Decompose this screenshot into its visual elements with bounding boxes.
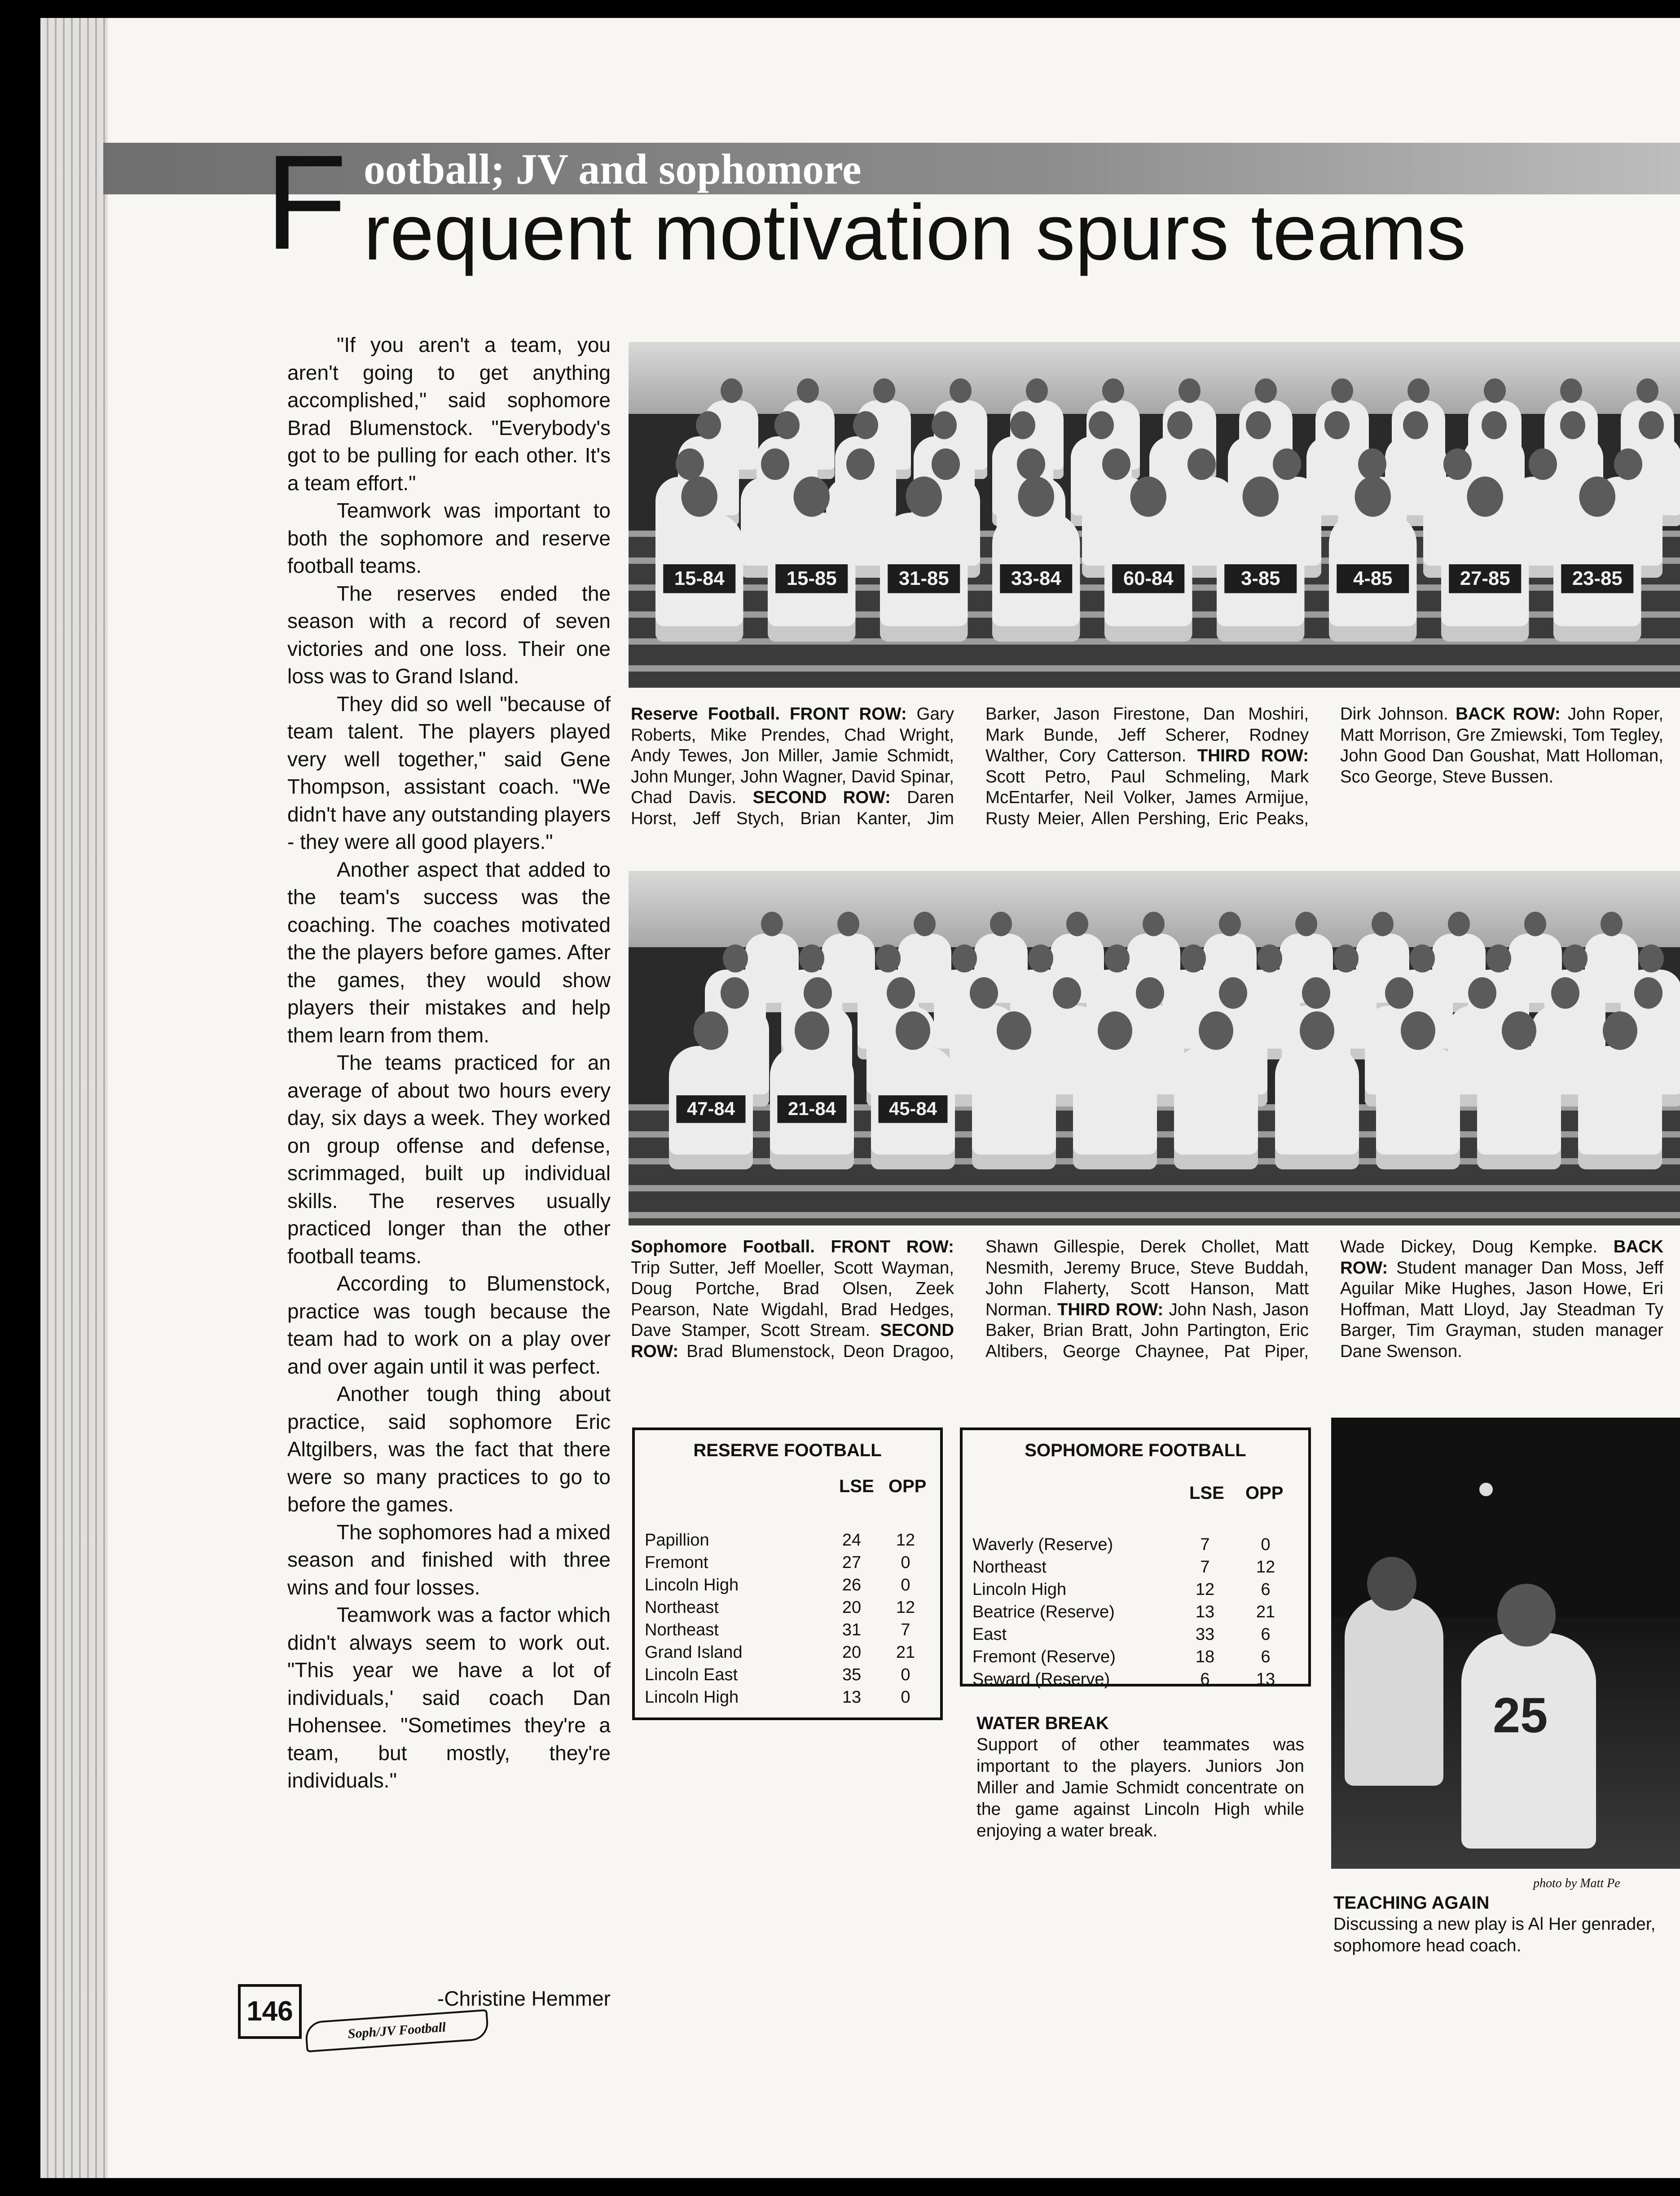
table-cell-opp: 21	[1256, 1603, 1275, 1621]
table-cell-opp: 0	[901, 1688, 910, 1707]
table-cell-lse: 27	[842, 1553, 862, 1572]
table-row	[635, 1619, 940, 1641]
caption-names: Scott Petro, Paul Schmeling, Mark McEntarfer, Neil Volker, James Armijue, Rusty Meier, Allen Pershing, Eric Peaks, Dirk Johnson.	[985, 704, 1456, 828]
player-head	[846, 448, 875, 480]
player-head	[723, 944, 748, 972]
caption-names: Trip Sutter, Jeff Moeller, Scott Wayman, Doug Portche, Brad Olsen, Zeek Pearson, Nate Wigdahl, Brad Hedges, Dave Stamper, Scott Stream.	[631, 1258, 954, 1340]
table-row	[635, 1686, 940, 1708]
story-paragraph: "If you aren't a team, you aren't going to get anything accomplished," said sophomore Brad Blumenstock. "Everybody's got to be pulling for each other. It's a team effort."	[287, 333, 611, 495]
player-head	[795, 1011, 829, 1050]
table-cell-opp: 13	[1256, 1670, 1275, 1689]
player-head	[1104, 944, 1130, 972]
caption-row-label: SECOND ROW:	[631, 1321, 954, 1361]
player-head	[950, 378, 972, 403]
table-cell-team: Papillion	[645, 1531, 709, 1550]
player-head	[1601, 912, 1623, 936]
player-head	[1010, 411, 1035, 439]
story-paragraph: The teams practiced for an average of about two hours every day, six days a week. They worked on group offense and defense, scrimmaged, built up individual skills. The reserves usually practiced longer than the other football teams.	[287, 1051, 611, 1268]
player-figure	[972, 1046, 1056, 1169]
teaching-again-heading: TEACHING AGAIN	[1333, 1893, 1490, 1913]
player-head	[1529, 448, 1557, 480]
caption-names: Gary Roberts, Mike Prendes, Chad Wright, Andy Tewes, Jon Miller, Jamie Schmidt, John Munger, John Wagner, David Spinar, Chad Davis.	[631, 704, 954, 807]
player-figure	[1553, 513, 1641, 642]
sophomore-col-opp: OPP	[1245, 1483, 1284, 1503]
player-head	[676, 448, 704, 480]
player-head	[1358, 448, 1386, 480]
reserve-team-photo	[629, 342, 1680, 688]
player-head	[721, 977, 749, 1009]
jersey-number: 27-85	[1449, 564, 1521, 593]
table-cell-lse: 13	[1195, 1603, 1215, 1621]
table-cell-team: Northeast	[645, 1598, 719, 1617]
table-row	[963, 1623, 1308, 1646]
caption-row-label: BACK ROW:	[1456, 704, 1561, 724]
player-head	[1181, 944, 1206, 972]
table-cell-opp: 6	[1261, 1647, 1271, 1666]
player-head	[1502, 1011, 1536, 1050]
table-cell-opp: 6	[1261, 1580, 1271, 1599]
page-headline: requent motivation spurs teams	[364, 189, 1466, 277]
caption-row-label: SECOND ROW:	[752, 788, 891, 807]
table-cell-opp: 21	[896, 1643, 915, 1662]
player-head	[1355, 477, 1391, 517]
player-head	[696, 411, 721, 439]
byline: -Christine Hemmer	[437, 1987, 611, 2010]
player-head	[1551, 977, 1579, 1009]
player-head	[1639, 411, 1664, 439]
jersey-number: 23-85	[1561, 564, 1633, 593]
player-figure	[1174, 1046, 1258, 1169]
water-break-text: Support of other teammates was important to the players. Juniors Jon Miller and Jamie Schmidt concentrate on the game against Lincoln High while enjoying a water break.	[976, 1735, 1304, 1840]
player-head	[1401, 1011, 1435, 1050]
player-figure	[1477, 1046, 1561, 1169]
water-break-caption	[976, 1713, 1304, 1842]
caption-names: John Nash, Jason Baker, Brian Bratt, John Partington, Eric Altibers, George Chaynee, Pat Piper, Wade Dickey, Doug Kempke.	[985, 1237, 1614, 1361]
table-cell-lse: 20	[842, 1598, 862, 1617]
player-head	[1603, 1011, 1637, 1050]
table-row	[963, 1578, 1308, 1601]
caption-row-label: Reserve Football. FRONT ROW:	[631, 704, 907, 724]
table-row	[963, 1646, 1308, 1668]
player-head	[1017, 448, 1045, 480]
player-head	[896, 1011, 930, 1050]
table-cell-team: Seward (Reserve)	[972, 1670, 1110, 1689]
player-figure	[1329, 513, 1417, 642]
player-head	[1560, 411, 1585, 439]
sophomore-results-table	[960, 1427, 1311, 1687]
table-cell-lse: 35	[842, 1665, 862, 1684]
player-head	[914, 912, 936, 936]
player-head	[1639, 944, 1664, 972]
player-head	[1482, 411, 1507, 439]
player-figure	[655, 513, 743, 642]
player-head	[774, 411, 800, 439]
player-head	[694, 1011, 728, 1050]
player-head	[1331, 378, 1353, 403]
table-cell-team: Beatrice (Reserve)	[972, 1603, 1115, 1621]
player-head	[1028, 944, 1053, 972]
table-cell-opp: 0	[901, 1576, 910, 1594]
table-cell-team: Fremont (Reserve)	[972, 1647, 1116, 1666]
jersey-number: 21-84	[778, 1095, 847, 1123]
reserve-photo-caption	[631, 704, 1663, 870]
table-row	[963, 1556, 1308, 1578]
table-cell-lse: 18	[1195, 1647, 1215, 1666]
player-figure	[1073, 1046, 1157, 1169]
player-head	[1560, 378, 1582, 403]
drop-cap: F	[265, 127, 347, 277]
caption-row-label: THIRD ROW:	[1197, 746, 1309, 765]
table-cell-team: Lincoln High	[645, 1576, 739, 1594]
player-head	[761, 912, 783, 936]
table-row	[635, 1574, 940, 1596]
jersey-number: 15-84	[663, 564, 735, 593]
story-paragraph: Teamwork was important to both the sophomore and reserve football teams.	[287, 499, 611, 577]
player-head	[1403, 411, 1428, 439]
player-figure	[880, 513, 968, 642]
player-head	[997, 1011, 1031, 1050]
teaching-again-caption	[1333, 1892, 1666, 1957]
player-head	[1385, 977, 1413, 1009]
table-cell-team: Grand Island	[645, 1643, 743, 1662]
player-head	[1324, 411, 1350, 439]
player-head	[1634, 977, 1662, 1009]
table-cell-opp: 12	[1256, 1558, 1275, 1577]
player-head	[1407, 378, 1429, 403]
player-head	[1524, 912, 1546, 936]
player-head	[1066, 912, 1088, 936]
page-number: 146	[238, 1984, 302, 2039]
section-ribbon: Soph/JV Football	[304, 2009, 489, 2052]
reserve-results-table	[632, 1427, 943, 1720]
table-cell-team: Waverly (Reserve)	[972, 1535, 1113, 1554]
player-head	[1102, 448, 1130, 480]
player-head	[873, 378, 895, 403]
player-figure	[770, 1046, 854, 1169]
jersey-number: 4-85	[1337, 564, 1409, 593]
story-paragraph: Teamwork was a factor which didn't always seem to work out. "This year we have a lot of individuals,' said coach Dan Hohensee. "Sometimes they're a team, but mostly, they're individuals."	[287, 1603, 611, 1792]
table-row	[635, 1641, 940, 1664]
table-cell-team: Lincoln East	[645, 1665, 738, 1684]
table-cell-lse: 33	[1195, 1625, 1215, 1644]
player-head	[1636, 378, 1658, 403]
player-head	[1246, 411, 1271, 439]
jersey-number: 60-84	[1112, 564, 1184, 593]
player-head	[1579, 477, 1616, 517]
player-head	[1089, 411, 1114, 439]
player-head	[804, 977, 832, 1009]
player-head	[1053, 977, 1081, 1009]
table-cell-opp: 0	[901, 1665, 910, 1684]
player-head	[1167, 411, 1192, 439]
player-head	[682, 477, 718, 517]
table-row	[635, 1551, 940, 1574]
player-head	[1562, 944, 1588, 972]
player-head	[1243, 477, 1279, 517]
jersey-number: 45-84	[879, 1095, 948, 1123]
table-cell-lse: 7	[1200, 1535, 1210, 1554]
sophomore-table-title: SOPHOMORE FOOTBALL	[1025, 1441, 1246, 1460]
player-head	[1102, 378, 1124, 403]
table-cell-team: Northeast	[645, 1621, 719, 1639]
teaching-again-text: Discussing a new play is Al Her genrader, sophomore head coach.	[1333, 1915, 1656, 1955]
player-head	[1333, 944, 1359, 972]
table-row	[635, 1529, 940, 1551]
player-head	[1614, 448, 1642, 480]
story-paragraph: The reserves ended the season with a record of seven victories and one loss. Their one loss was to Grand Island.	[287, 581, 611, 688]
player-figure	[1441, 513, 1529, 642]
player-head	[1219, 977, 1247, 1009]
player-head	[1098, 1011, 1132, 1050]
player-head	[990, 912, 1012, 936]
reserve-col-opp: OPP	[888, 1476, 927, 1496]
player-head	[1467, 477, 1504, 517]
table-cell-opp: 0	[901, 1553, 910, 1572]
water-break-heading: WATER BREAK	[976, 1713, 1109, 1733]
player-head	[1219, 912, 1241, 936]
jersey-number: 33-84	[1000, 564, 1072, 593]
story-paragraph: Another tough thing about practice, said sophomore Eric Altgilbers, was the fact that there were so many practices to go to before the games.	[287, 1382, 611, 1516]
player-head	[1018, 477, 1055, 517]
caption-names: Student manager Dan Moss, Jeff Aguilar Mike Hughes, Jason Howe, Eri Hoffman, Matt Lloyd, Jay Steadman Ty Barger, Tim Grayman, studen manager Dane Swenson.	[1340, 1258, 1663, 1361]
table-cell-opp: 0	[1261, 1535, 1271, 1554]
table-cell-lse: 13	[842, 1688, 862, 1707]
player-head	[837, 912, 859, 936]
table-cell-team: East	[972, 1625, 1007, 1644]
jersey-number: 3-85	[1224, 564, 1297, 593]
player-head	[1199, 1011, 1233, 1050]
table-cell-lse: 7	[1200, 1558, 1210, 1577]
player-head	[1486, 944, 1511, 972]
table-cell-lse: 24	[842, 1531, 862, 1550]
player-head	[1372, 912, 1394, 936]
table-row	[963, 1533, 1308, 1556]
caption-names: Daren Horst, Jeff Stych, Brian Kanter, Jim Barker, Jason Firestone, Dan Moshiri, Mark Bunde, Jeff Scherer, Rodney Walther, Cory Catterson.	[631, 704, 1309, 828]
player-head	[1026, 378, 1048, 403]
table-cell-team: Northeast	[972, 1558, 1047, 1577]
player-figure	[1104, 513, 1192, 642]
player-head	[1410, 944, 1435, 972]
story-paragraph: Another aspect that added to the team's success was the coaching. The coaches motivated the the players before games. After the games, they would show players their mistakes and help them learn from them.	[287, 857, 611, 1047]
player-head	[721, 378, 743, 403]
story-body	[287, 331, 611, 1795]
player-head	[1300, 1011, 1334, 1050]
player-figure	[992, 513, 1080, 642]
player-figure	[1217, 513, 1305, 642]
player-head	[1257, 944, 1282, 972]
player-head	[761, 448, 789, 480]
table-cell-opp: 7	[901, 1621, 910, 1639]
photo-credit: photo by Matt Pe	[1533, 1876, 1620, 1890]
table-cell-team: Lincoln High	[645, 1688, 739, 1707]
player-head	[932, 448, 960, 480]
player-head	[887, 977, 915, 1009]
player-head	[1468, 977, 1496, 1009]
caption-names: Brad Blumenstock, Deon Dragoo, Shawn Gillespie, Derek Chollet, Matt Nesmith, Jeremy Bruce, Steve Buddah, John Flaherty, Scott Hanson, Matt Norman.	[678, 1237, 1309, 1361]
table-cell-lse: 12	[1195, 1580, 1215, 1599]
player-head	[1136, 977, 1164, 1009]
player-head	[1130, 477, 1167, 517]
player-head	[932, 411, 957, 439]
jersey-number: 31-85	[888, 564, 960, 593]
story-paragraph: According to Blumenstock, practice was tough because the team had to work on a play over and over again until it was perfect.	[287, 1272, 611, 1378]
player-head	[1179, 378, 1201, 403]
caption-row-label: THIRD ROW:	[1057, 1300, 1164, 1319]
player-head	[799, 944, 824, 972]
player-figure	[1376, 1046, 1460, 1169]
player-figure	[1275, 1046, 1359, 1169]
table-row	[963, 1668, 1308, 1691]
table-cell-lse: 31	[842, 1621, 862, 1639]
player-head	[1448, 912, 1470, 936]
reserve-table-title: RESERVE FOOTBALL	[693, 1441, 882, 1460]
player-figure	[768, 513, 856, 642]
table-row	[635, 1664, 940, 1686]
table-cell-lse: 6	[1200, 1670, 1210, 1689]
player-head	[875, 944, 901, 972]
player-head	[1484, 378, 1506, 403]
section-kicker: ootball; JV and sophomore	[364, 145, 862, 193]
player-head	[1302, 977, 1330, 1009]
player-head	[970, 977, 998, 1009]
story-paragraph: The sophomores had a mixed season and finished with three wins and four losses.	[287, 1520, 611, 1599]
player-head	[1255, 378, 1277, 403]
player-head	[1443, 448, 1472, 480]
coach-jersey-number: 25	[1493, 1688, 1548, 1743]
sophomore-photo-caption	[631, 1237, 1663, 1403]
story-paragraph: They did so well "because of team talent. The players played very well together," said Gene Thompson, assistant coach. "We didn't have any outstanding players - they were all good players."	[287, 692, 611, 853]
player-head	[794, 477, 830, 517]
table-cell-opp: 6	[1261, 1625, 1271, 1644]
caption-row-label: Sophomore Football. FRONT ROW:	[631, 1237, 954, 1256]
table-row	[635, 1596, 940, 1619]
table-cell-team: Lincoln High	[972, 1580, 1067, 1599]
teaching-again-photo	[1331, 1418, 1680, 1869]
jersey-number: 47-84	[677, 1095, 746, 1123]
table-cell-team: Fremont	[645, 1553, 708, 1572]
table-cell-opp: 12	[896, 1531, 915, 1550]
player-head	[952, 944, 977, 972]
table-row	[963, 1601, 1308, 1623]
player-figure	[669, 1046, 753, 1169]
table-cell-lse: 26	[842, 1576, 862, 1594]
caption-names: John Roper, Matt Morrison, Gre Zmiewski, Tom Tegley, John Good Dan Goushat, Matt Holloman, Sco George, Steve Bussen.	[1340, 704, 1664, 786]
player-head	[1143, 912, 1165, 936]
player-head	[853, 411, 878, 439]
caption-row-label: BACK ROW:	[1340, 1237, 1663, 1278]
player-head	[1295, 912, 1317, 936]
player-head	[906, 477, 942, 517]
player-head	[1273, 448, 1301, 480]
player-figure	[1578, 1046, 1662, 1169]
sophomore-team-photo	[629, 871, 1680, 1225]
page-folio	[238, 1984, 498, 2069]
jersey-number: 15-85	[775, 564, 848, 593]
book-spine	[40, 18, 108, 2178]
table-cell-opp: 12	[896, 1598, 915, 1617]
player-head	[1187, 448, 1216, 480]
table-cell-lse: 20	[842, 1643, 862, 1662]
sophomore-col-lse: LSE	[1189, 1483, 1224, 1503]
player-figure	[871, 1046, 955, 1169]
player-head	[797, 378, 819, 403]
reserve-col-lse: LSE	[839, 1476, 874, 1496]
